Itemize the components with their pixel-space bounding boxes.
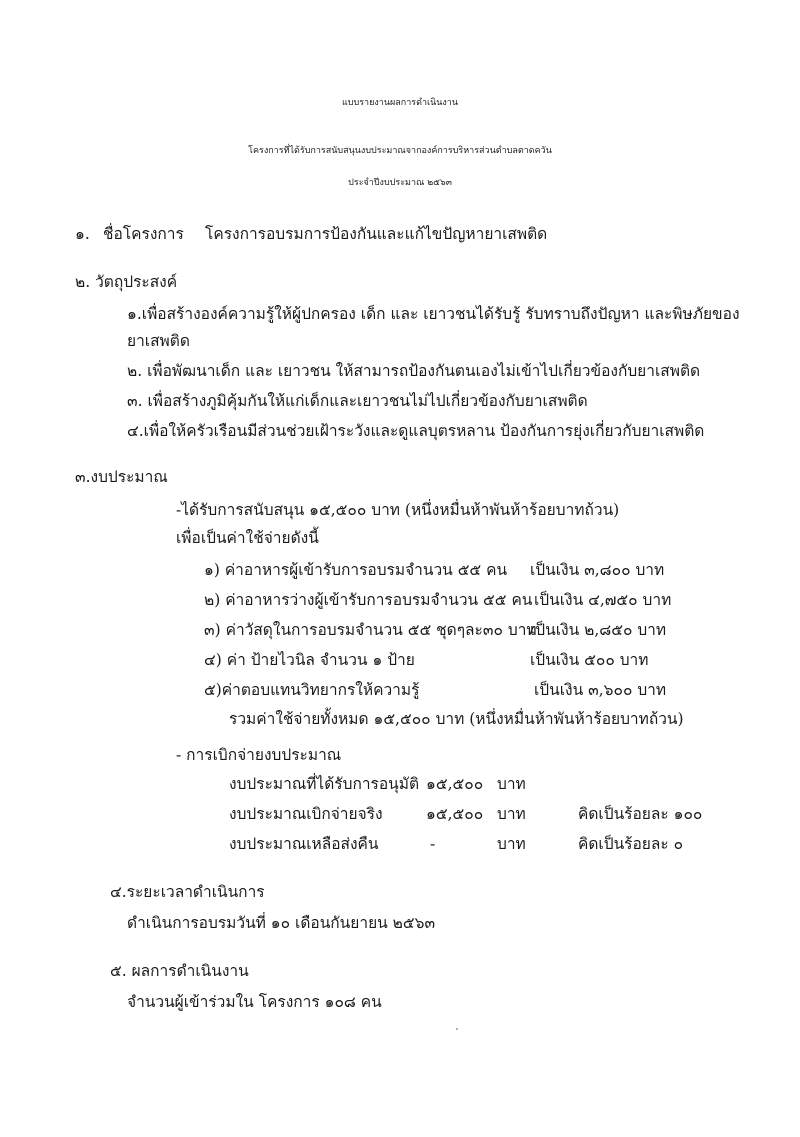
objective-item: ๓. เพื่อสร้างภูมิคุ้มกันให้แก่เด็กและเยาวชนไม่ไปเกี่ยวข้องกับยาเสพติด	[127, 392, 588, 410]
budget-heading: ๓.งบประมาณ	[75, 468, 168, 486]
project-name: โครงการอบรมการป้องกันและแก้ไขปัญหายาเสพติด	[205, 225, 548, 243]
disbursement-heading: - การเบิกจ่ายงบประมาณ	[176, 746, 342, 764]
expense-intro: เพื่อเป็นค่าใช้จ่ายดังนี้	[176, 529, 319, 547]
expense-amount: เป็นเงิน ๔,๗๕๐ บาท	[534, 591, 672, 609]
duration-heading: ๔.ระยะเวลาดำเนินการ	[110, 883, 265, 901]
objective-item: ยาเสพติด	[127, 332, 190, 350]
report-title: แบบรายงานผลการดำเนินงาน	[342, 98, 458, 108]
disbursement-unit: บาท	[497, 835, 526, 853]
duration-text: ดำเนินการอบรมวันที่ ๑๐ เดือนกันยายน ๒๕๖๓	[127, 914, 436, 932]
expense-desc: ๑) ค่าอาหารผู้เข้ารับการอบรมจำนวน ๕๕ คน	[204, 561, 508, 579]
expense-desc: ๔) ค่า ป้ายไวนิล จำนวน ๑ ป้าย	[204, 651, 415, 669]
disbursement-label: งบประมาณเบิกจ่ายจริง	[229, 805, 383, 823]
support-line: -ได้รับการสนับสนุน ๑๕,๕๐๐ บาท (หนึ่งหมื่นห้าพันห้าร้อยบาทถ้วน)	[176, 501, 620, 519]
disbursement-percent: คิดเป็นร้อยละ ๑๐๐	[578, 805, 703, 823]
expense-amount: เป็นเงิน ๓,๖๐๐ บาท	[534, 681, 667, 699]
section1-label: ชื่อโครงการ	[103, 225, 184, 243]
objective-item: ๒. เพื่อพัฒนาเด็ก และ เยาวชน ให้สามารถป้องกันตนเองไม่เข้าไปเกี่ยวข้องกับยาเสพติด	[127, 362, 701, 380]
objectives-heading: ๒. วัตถุประสงค์	[75, 273, 178, 291]
expense-amount: เป็นเงิน ๒,๘๕๐ บาท	[530, 621, 667, 639]
fiscal-year: ประจำปีงบประมาณ ๒๕๖๓	[348, 178, 452, 188]
disbursement-label: งบประมาณที่ได้รับการอนุมัติ	[229, 775, 420, 793]
disbursement-percent: คิดเป็นร้อยละ ๐	[578, 835, 684, 853]
disbursement-unit: บาท	[497, 775, 526, 793]
expense-desc: ๕)ค่าตอบแทนวิทยากรให้ความรู้	[204, 681, 420, 699]
report-subtitle: โครงการที่ได้รับการสนับสนุนงบประมาณจากองค์การบริหารส่วนตำบลตาดควัน	[248, 146, 552, 156]
scan-speck	[456, 1028, 458, 1030]
expense-desc: ๒) ค่าอาหารว่างผู้เข้ารับการอบรมจำนวน ๕๕ คน	[204, 591, 533, 609]
expense-amount: เป็นเงิน ๕๐๐ บาท	[530, 651, 649, 669]
expense-amount: เป็นเงิน ๓,๘๐๐ บาท	[530, 561, 665, 579]
disbursement-label: งบประมาณเหลือส่งคืน	[229, 835, 379, 853]
section1-number: ๑.	[75, 225, 90, 243]
disbursement-amount: -	[430, 835, 436, 853]
disbursement-amount: ๑๕,๕๐๐	[426, 805, 484, 823]
disbursement-unit: บาท	[497, 805, 526, 823]
objective-item: ๔.เพื่อให้ครัวเรือนมีส่วนช่วยเฝ้าระวังและดูแลบุตรหลาน ป้องกันการยุ่งเกี่ยวกับยาเสพติด	[127, 422, 705, 440]
results-heading: ๕. ผลการดำเนินงาน	[110, 962, 249, 980]
objective-item: ๑.เพื่อสร้างองค์ความรู้ให้ผู้ปกครอง เด็ก และ เยาวชนได้รับรู้ รับทราบถึงปัญหา และพิษภัยของ	[127, 305, 740, 323]
total-expense-line: รวมค่าใช้จ่ายทั้งหมด ๑๕,๕๐๐ บาท (หนึ่งหมื่นห้าพันห้าร้อยบาทถ้วน)	[229, 710, 684, 728]
expense-desc: ๓) ค่าวัสดุในการอบรมจำนวน ๕๕ ชุดๆละ๓๐ บาท	[204, 621, 537, 639]
results-text: จำนวนผู้เข้าร่วมใน โครงการ ๑๐๘ คน	[127, 993, 382, 1011]
disbursement-amount: ๑๕,๕๐๐	[426, 775, 484, 793]
